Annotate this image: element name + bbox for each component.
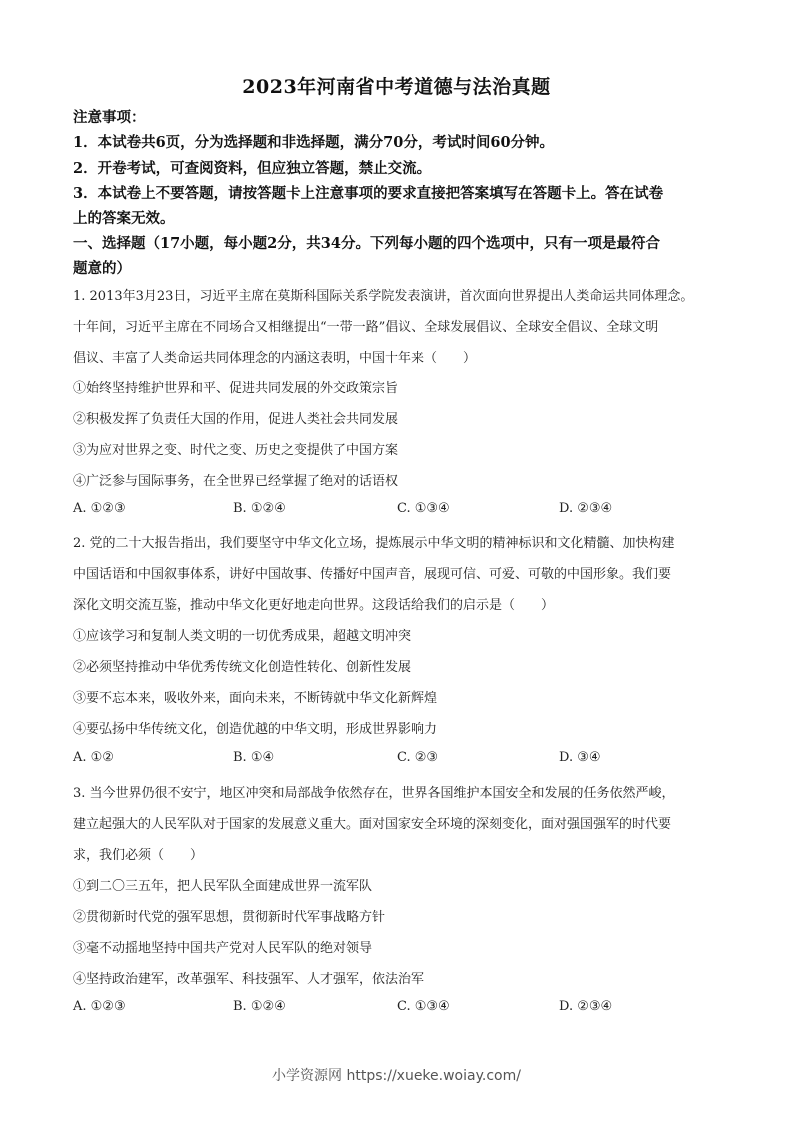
option-a: A. ①②③ <box>73 999 126 1014</box>
statement: ①到二〇三五年，把人民军队全面建成世界一流军队 <box>73 879 373 894</box>
statement: ③为应对世界之变、时代之变、历史之变提供了中国方案 <box>73 443 399 458</box>
option-d: D. ②③④ <box>559 501 613 516</box>
option-a: A. ①② <box>73 750 114 765</box>
option-d: D. ③④ <box>559 750 601 765</box>
statement: ④要弘扬中华传统文化，创造优越的中华文明，形成世界影响力 <box>73 722 438 737</box>
question-stem: 求，我们必须（ ） <box>73 848 204 863</box>
option-d: D. ②③④ <box>559 999 613 1014</box>
page-title: 2023年河南省中考道德与法治真题 <box>242 76 551 98</box>
option-c: C. ①③④ <box>397 501 450 516</box>
statement: ③要不忘本来，吸收外来，面向未来，不断铸就中华文化新辉煌 <box>73 691 438 706</box>
statement: ②积极发挥了负责任大国的作用，促进人类社会共同发展 <box>73 412 399 427</box>
option-b: B. ①④ <box>233 750 275 765</box>
statement: ①应该学习和复制人类文明的一切优秀成果，超越文明冲突 <box>73 629 412 644</box>
option-a: A. ①②③ <box>73 501 126 516</box>
notice-item: 2．开卷考试，可查阅资料，但应独立答题，禁止交流。 <box>73 160 432 177</box>
question-stem: 深化文明交流互鉴，推动中华文化更好地走向世界。这段话给我们的启示是（ ） <box>73 598 555 613</box>
notice-item: 3．本试卷上不要答题，请按答题卡上注意事项的要求直接把答案填写在答题卡上。答在试卷 <box>73 185 664 202</box>
question-stem: 建立起强大的人民军队对于国家的发展意义重大。面对国家安全环境的深刻变化，面对强国强军的时代要 <box>73 817 672 832</box>
question-stem: 中国话语和中国叙事体系，讲好中国故事、传播好中国声音，展现可信、可爱、可敬的中国形象。我们要 <box>73 567 672 582</box>
question-stem: 1. 2013年3月23日，习近平主席在莫斯科国际关系学院发表演讲，首次面向世界提出人类命运共同体理念。 <box>73 289 694 304</box>
statement: ④广泛参与国际事务，在全世界已经掌握了绝对的话语权 <box>73 474 399 489</box>
statement: ④坚持政治建军，改革强军、科技强军、人才强军，依法治军 <box>73 972 425 987</box>
watermark-footer: 小学资源网 https://xueke.woiay.com/ <box>272 1068 521 1084</box>
statement: ③毫不动摇地坚持中国共产党对人民军队的绝对领导 <box>73 941 373 956</box>
question-stem: 3. 当今世界仍很不安宁，地区冲突和局部战争依然存在，世界各国维护本国安全和发展的任务依然严峻， <box>73 786 675 801</box>
question-stem: 十年间，习近平主席在不同场合又相继提出“一带一路”倡议、全球发展倡议、全球安全倡议、全球文明 <box>73 320 659 335</box>
notice-heading: 注意事项： <box>73 109 146 126</box>
notice-item: 上的答案无效。 <box>73 210 175 227</box>
statement: ②必须坚持推动中华优秀传统文化创造性转化、创新性发展 <box>73 660 412 675</box>
option-b: B. ①②④ <box>233 501 286 516</box>
notice-item: 1．本试卷共6页，分为选择题和非选择题，满分70分，考试时间60分钟。 <box>73 134 555 151</box>
question-stem: 倡议、丰富了人类命运共同体理念的内涵这表明，中国十年来（ ） <box>73 351 477 366</box>
option-c: C. ①③④ <box>397 999 450 1014</box>
section-heading: 题意的） <box>73 260 131 277</box>
option-c: C. ②③ <box>397 750 439 765</box>
statement: ②贯彻新时代党的强军思想，贯彻新时代军事战略方针 <box>73 910 386 925</box>
statement: ①始终坚持维护世界和平、促进共同发展的外交政策宗旨 <box>73 381 399 396</box>
section-heading: 一、选择题（17小题，每小题2分，共34分。下列每小题的四个选项中，只有一项是最符合 <box>73 235 660 252</box>
option-b: B. ①②④ <box>233 999 286 1014</box>
question-stem: 2. 党的二十大报告指出，我们要坚守中华文化立场，提炼展示中华文明的精神标识和文化精髓、加快构建 <box>73 536 675 551</box>
